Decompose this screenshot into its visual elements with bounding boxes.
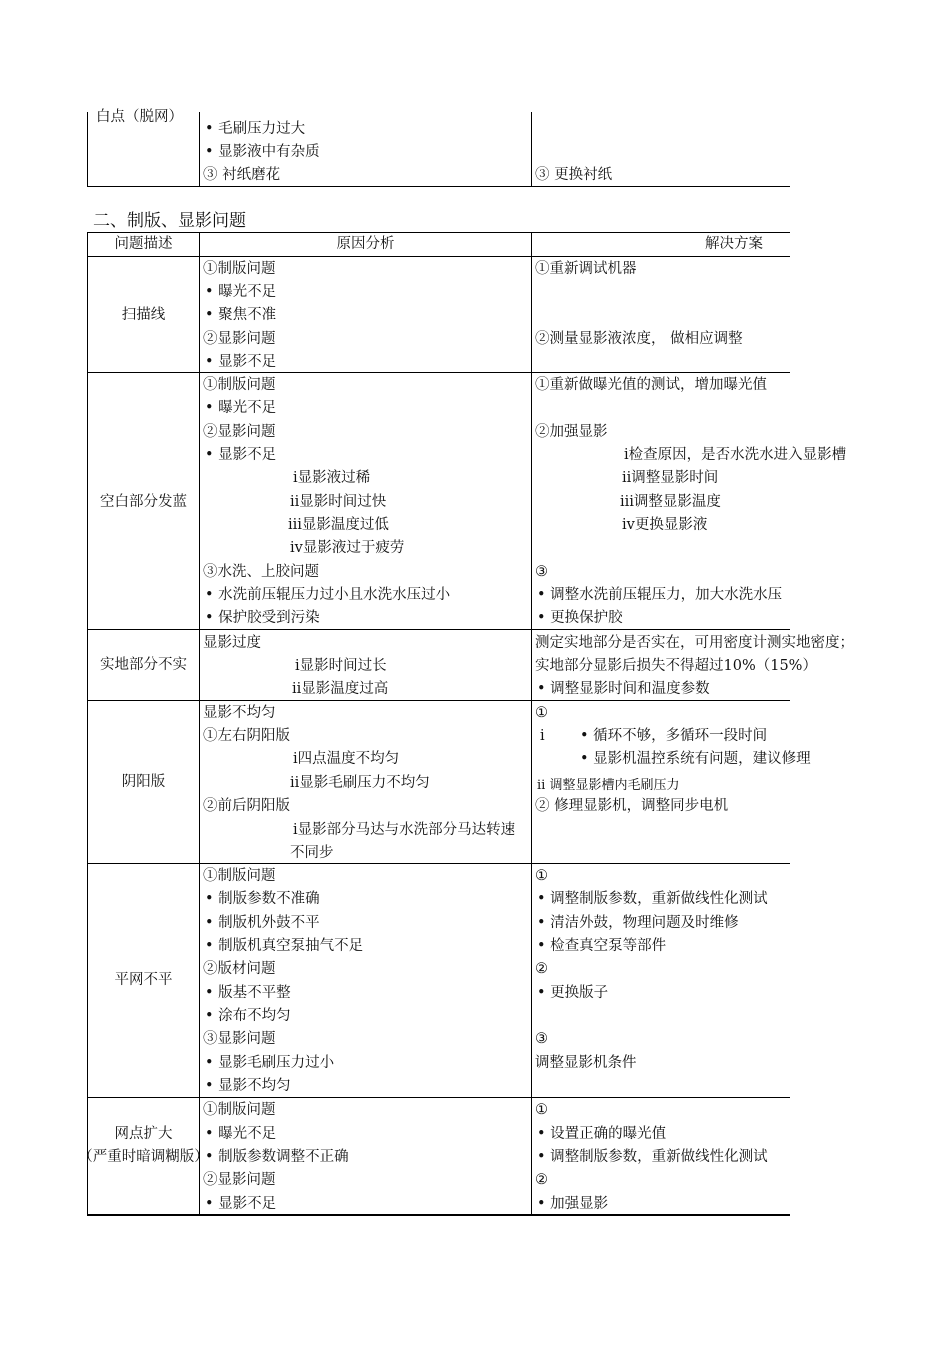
solution-line: • 更换保护胶 xyxy=(537,610,623,626)
cause-line: ⅰ显影部分马达与水洗部分马达转速 xyxy=(293,822,516,838)
cause-line: ②显影问题 xyxy=(203,1172,276,1188)
cause-line: ⅱ显影温度过高 xyxy=(292,681,389,697)
prev-table-left-border xyxy=(87,112,88,186)
solution-line: ① xyxy=(535,868,548,884)
cause-line: • 曝光不足 xyxy=(205,1126,277,1142)
cause-line: ③水洗、上胶问题 xyxy=(203,564,319,580)
header-solution: 解决方案 xyxy=(705,236,763,252)
cause-line: ②版材问题 xyxy=(203,961,276,977)
cause-line: ⅰ四点温度不均匀 xyxy=(293,751,400,767)
solution-line: ⅳ更换显影液 xyxy=(622,517,708,533)
cause-line: • 显影不均匀 xyxy=(205,1078,291,1094)
cause-line: • 水洗前压辊压力过小且水洗水压过小 xyxy=(205,587,451,603)
row-label: 阴阳版 xyxy=(121,774,166,790)
row-divider xyxy=(87,372,790,373)
prev-cause-line: ③ 衬纸磨花 xyxy=(203,167,281,183)
prev-cause-line: • 显影液中有杂质 xyxy=(205,144,320,160)
row-label: 空白部分发蓝 xyxy=(100,494,187,510)
solution-line: • 清洁外鼓，物理问题及时维修 xyxy=(537,915,739,931)
solution-line: • 加强显影 xyxy=(537,1196,609,1212)
cause-line: • 制版参数不准确 xyxy=(205,891,320,907)
table-bottom-border xyxy=(87,1214,790,1216)
cause-line: 显影过度 xyxy=(203,635,261,651)
row-divider xyxy=(87,629,790,630)
cause-line: • 显影毛刷压力过小 xyxy=(205,1055,335,1071)
solution-line: • 显影机温控系统有问题，建议修理 xyxy=(580,751,811,767)
table-col-divider-2 xyxy=(531,232,532,1215)
solution-line: ⅱ调整显影时间 xyxy=(622,470,719,486)
cause-line: ①制版问题 xyxy=(203,868,276,884)
cause-line: • 版基不平整 xyxy=(205,985,291,1001)
cause-line: ⅰ显影液过稀 xyxy=(293,470,371,486)
row-divider xyxy=(87,863,790,864)
row-label: 实地部分不实 xyxy=(100,657,187,673)
header-cause: 原因分析 xyxy=(336,236,395,252)
solution-line: ② 修理显影机，调整同步电机 xyxy=(535,798,729,814)
solution-line: • 设置正确的曝光值 xyxy=(537,1126,667,1142)
table-col-divider-1 xyxy=(199,232,200,1215)
cause-line: ⅱ显影时间过快 xyxy=(290,494,387,510)
solution-line: • 调整水洗前压辊压力，加大水洗水压 xyxy=(537,587,783,603)
solution-line: ② xyxy=(535,961,548,977)
prev-table-col-divider-2 xyxy=(531,112,532,186)
section-title: 二、制版、显影问题 xyxy=(93,211,246,231)
cause-line: ②前后阴阳版 xyxy=(203,798,290,814)
prev-cause-line: • 毛刷压力过大 xyxy=(205,121,306,137)
cause-line: • 曝光不足 xyxy=(205,284,277,300)
cause-line: • 曝光不足 xyxy=(205,400,277,416)
solution-line: ① xyxy=(535,1102,548,1118)
cause-line: 显影不均匀 xyxy=(203,705,276,721)
solution-line: 实地部分显影后损失不得超过10%（15%） xyxy=(535,658,817,674)
cause-line: • 显影不足 xyxy=(205,447,277,463)
cause-line: • 保护胶受到污染 xyxy=(205,610,320,626)
solution-line: 测定实地部分是否实在，可用密度计测实地密度； xyxy=(535,635,854,651)
solution-line: ③ xyxy=(535,564,548,580)
solution-line: ②测量显影液浓度， 做相应调整 xyxy=(535,331,743,347)
solution-line: ⅰ xyxy=(540,728,545,744)
solution-line: ⅰ检查原因，是否水洗水进入显影槽 xyxy=(624,447,847,463)
cause-line: ⅲ显影温度过低 xyxy=(288,517,389,533)
cause-line: ⅰ显影时间过长 xyxy=(295,658,387,674)
solution-line: • 检查真空泵等部件 xyxy=(537,938,667,954)
prev-table-bottom-border xyxy=(87,186,790,187)
solution-line: ①重新做曝光值的测试，增加曝光值 xyxy=(535,377,767,393)
cause-line: 不同步 xyxy=(290,845,334,861)
prev-table-col-divider-1 xyxy=(199,112,200,186)
solution-line: ⅲ调整显影温度 xyxy=(620,494,721,510)
cause-line: • 制版机外鼓不平 xyxy=(205,915,320,931)
cause-line: ①左右阴阳版 xyxy=(203,728,290,744)
cause-line: ①制版问题 xyxy=(203,377,276,393)
row-label: （严重时暗调糊版） xyxy=(78,1149,209,1165)
cause-line: ⅳ显影液过于疲劳 xyxy=(290,540,405,556)
solution-line: ③ xyxy=(535,1031,548,1047)
row-label: 扫描线 xyxy=(121,307,166,323)
cause-line: ②显影问题 xyxy=(203,331,276,347)
solution-line: ② xyxy=(535,1172,548,1188)
cause-line: • 显影不足 xyxy=(205,354,277,370)
solution-line: ① xyxy=(535,705,548,721)
cause-line: ③显影问题 xyxy=(203,1031,276,1047)
solution-line: • 调整制版参数，重新做线性化测试 xyxy=(537,891,768,907)
cause-line: • 涂布不均匀 xyxy=(205,1008,291,1024)
solution-line: ②加强显影 xyxy=(535,424,608,440)
cause-line: • 聚焦不准 xyxy=(205,307,277,323)
cause-line: • 制版参数调整不正确 xyxy=(205,1149,349,1165)
solution-line: • 更换版子 xyxy=(537,985,609,1001)
cause-line: ①制版问题 xyxy=(203,1102,276,1118)
solution-line: 调整显影机条件 xyxy=(535,1055,637,1071)
solution-line: • 循环不够，多循环一段时间 xyxy=(580,728,768,744)
cause-line: • 制版机真空泵抽气不足 xyxy=(205,938,364,954)
prev-row-label: 白点（脱网） xyxy=(96,109,183,125)
solution-line: ⅱ 调整显影槽内毛刷压力 xyxy=(537,778,680,793)
header-problem: 问题描述 xyxy=(114,236,173,252)
solution-line: • 调整显影时间和温度参数 xyxy=(537,681,710,697)
row-label: 平网不平 xyxy=(114,972,173,988)
cause-line: ①制版问题 xyxy=(203,261,276,277)
row-divider xyxy=(87,1097,790,1098)
cause-line: • 显影不足 xyxy=(205,1196,277,1212)
cause-line: ⅱ显影毛刷压力不均匀 xyxy=(290,775,430,791)
prev-solution-line: ③ 更换衬纸 xyxy=(535,167,613,183)
row-label: 网点扩大 xyxy=(114,1126,173,1142)
cause-line: ②显影问题 xyxy=(203,424,276,440)
solution-line: • 调整制版参数，重新做线性化测试 xyxy=(537,1149,768,1165)
table-left-border xyxy=(87,232,88,1215)
solution-line: ①重新调试机器 xyxy=(535,261,637,277)
